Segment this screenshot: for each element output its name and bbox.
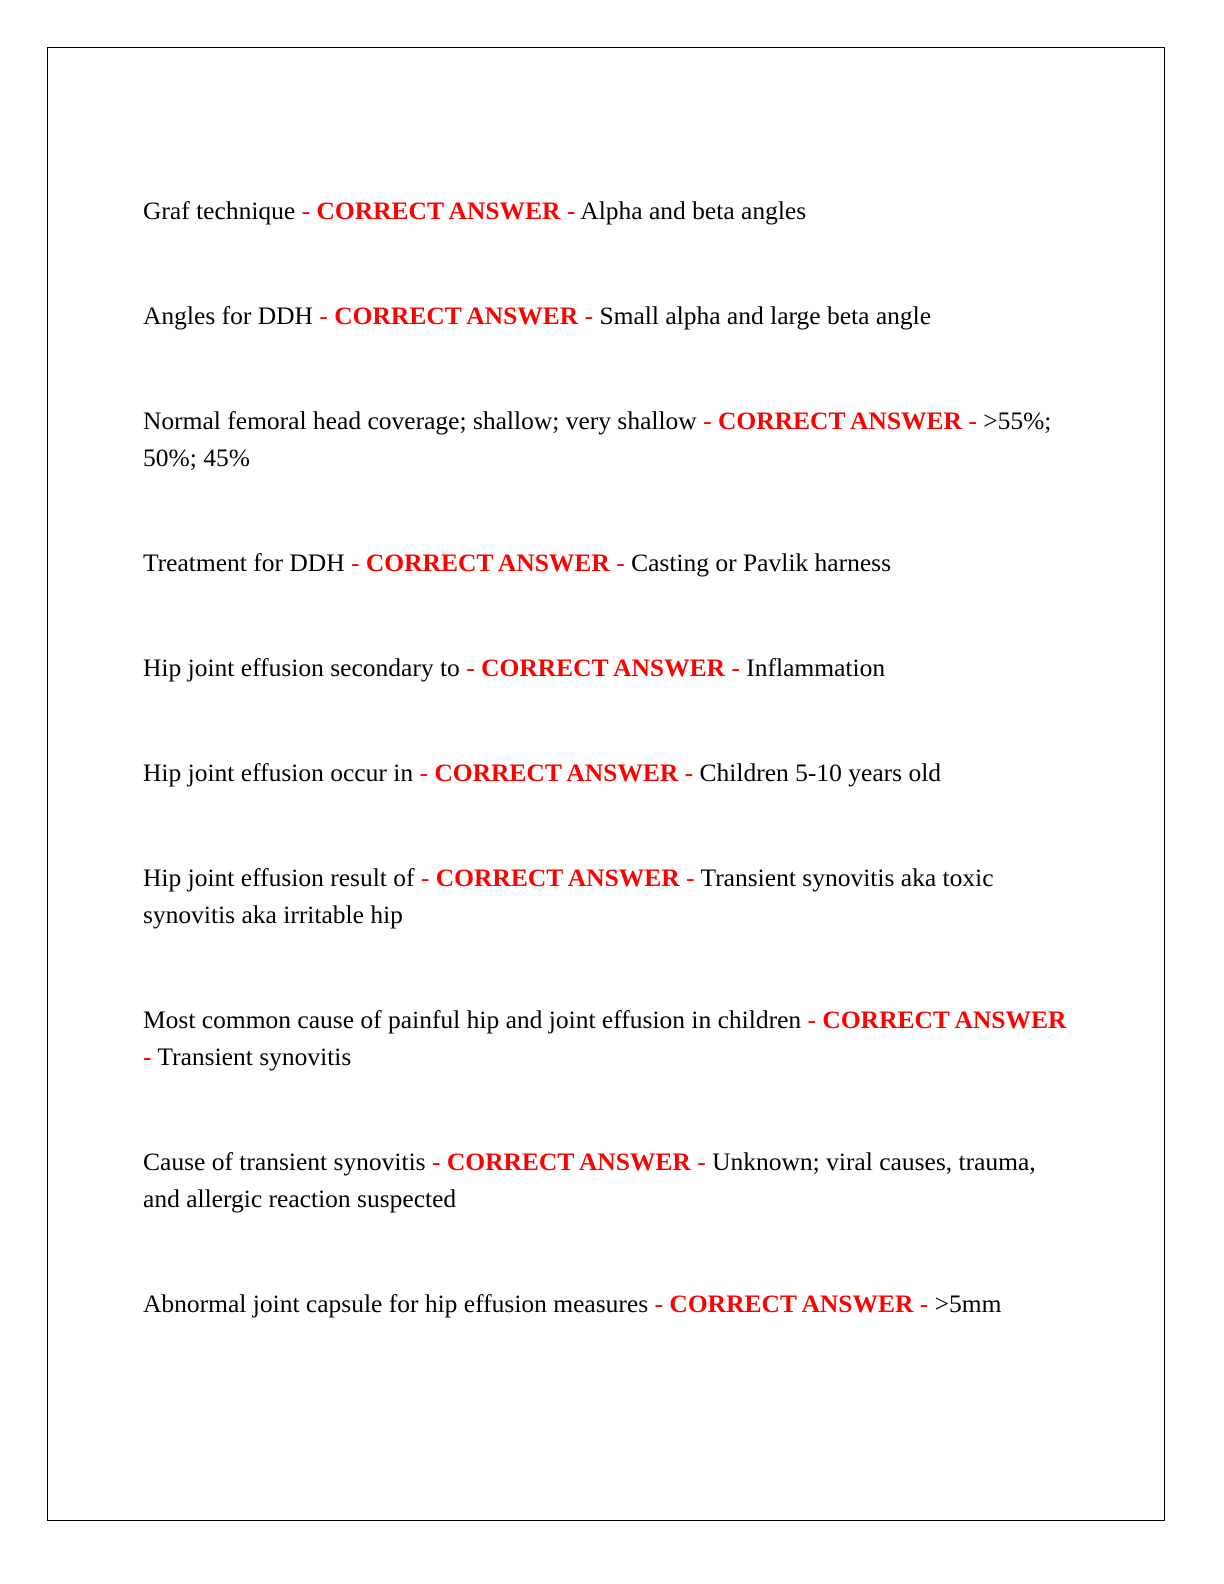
question-text: Angles for DDH (143, 301, 313, 330)
separator: - (431, 1147, 441, 1176)
answer-text: Unknown; viral causes, trauma, and allergic reaction suspected (143, 1147, 1036, 1213)
qa-item (143, 649, 1078, 686)
correct-answer-marker: CORRECT ANSWER (481, 653, 726, 682)
answer-text: Alpha and beta angles (580, 196, 807, 225)
correct-answer-marker: CORRECT ANSWER (822, 1005, 1067, 1034)
separator: - (420, 863, 430, 892)
correct-answer-marker: CORRECT ANSWER (334, 301, 579, 330)
separator: - (301, 196, 311, 225)
qa-item (143, 1001, 1078, 1075)
separator: - (703, 406, 712, 435)
question-text: Cause of transient synovitis (143, 1147, 426, 1176)
question-text: Graf technique (143, 196, 296, 225)
separator: - (350, 548, 360, 577)
separator: - (686, 863, 695, 892)
correct-answer-marker: CORRECT ANSWER (435, 863, 680, 892)
correct-answer-marker: CORRECT ANSWER (669, 1289, 914, 1318)
qa-item (143, 192, 1078, 229)
qa-item (143, 859, 1078, 933)
qa-item (143, 1143, 1078, 1217)
correct-answer-marker: CORRECT ANSWER (434, 758, 679, 787)
separator: - (419, 758, 428, 787)
question-text: Normal femoral head coverage; shallow; very shallow (143, 406, 697, 435)
correct-answer-marker: CORRECT ANSWER (316, 196, 561, 225)
answer-text: Transient synovitis (157, 1042, 352, 1071)
separator: - (143, 1042, 152, 1071)
answer-text: >5mm (934, 1289, 1002, 1318)
separator: - (654, 1289, 664, 1318)
qa-item (143, 402, 1078, 476)
question-text: Most common cause of painful hip and joint effusion in children (143, 1005, 802, 1034)
question-text: Treatment for DDH (143, 548, 345, 577)
separator: - (807, 1005, 817, 1034)
answer-text: Small alpha and large beta angle (599, 301, 932, 330)
separator: - (566, 196, 576, 225)
separator: - (616, 548, 625, 577)
correct-answer-marker: CORRECT ANSWER (717, 406, 962, 435)
correct-answer-marker: CORRECT ANSWER (365, 548, 610, 577)
separator: - (684, 758, 694, 787)
separator: - (968, 406, 977, 435)
answer-text: Inflammation (746, 653, 886, 682)
qa-item (143, 297, 1078, 334)
answer-text: Casting or Pavlik harness (631, 548, 892, 577)
qa-item (143, 1285, 1078, 1322)
qa-list (143, 192, 1078, 1390)
separator: - (466, 653, 475, 682)
qa-item (143, 754, 1078, 791)
separator: - (731, 653, 740, 682)
question-text: Hip joint effusion result of (143, 863, 415, 892)
answer-text: Children 5-10 years old (699, 758, 942, 787)
question-text: Hip joint effusion occur in (143, 758, 414, 787)
qa-item (143, 544, 1078, 581)
separator: - (319, 301, 328, 330)
question-text: Hip joint effusion secondary to (143, 653, 460, 682)
separator: - (584, 301, 594, 330)
answer-text: Transient synovitis aka toxic synovitis aka irritable hip (143, 863, 994, 929)
answer-text: >55%; 50%; 45% (143, 406, 1052, 472)
separator: - (697, 1147, 706, 1176)
question-text: Abnormal joint capsule for hip effusion measures (143, 1289, 649, 1318)
correct-answer-marker: CORRECT ANSWER (446, 1147, 691, 1176)
separator: - (919, 1289, 929, 1318)
